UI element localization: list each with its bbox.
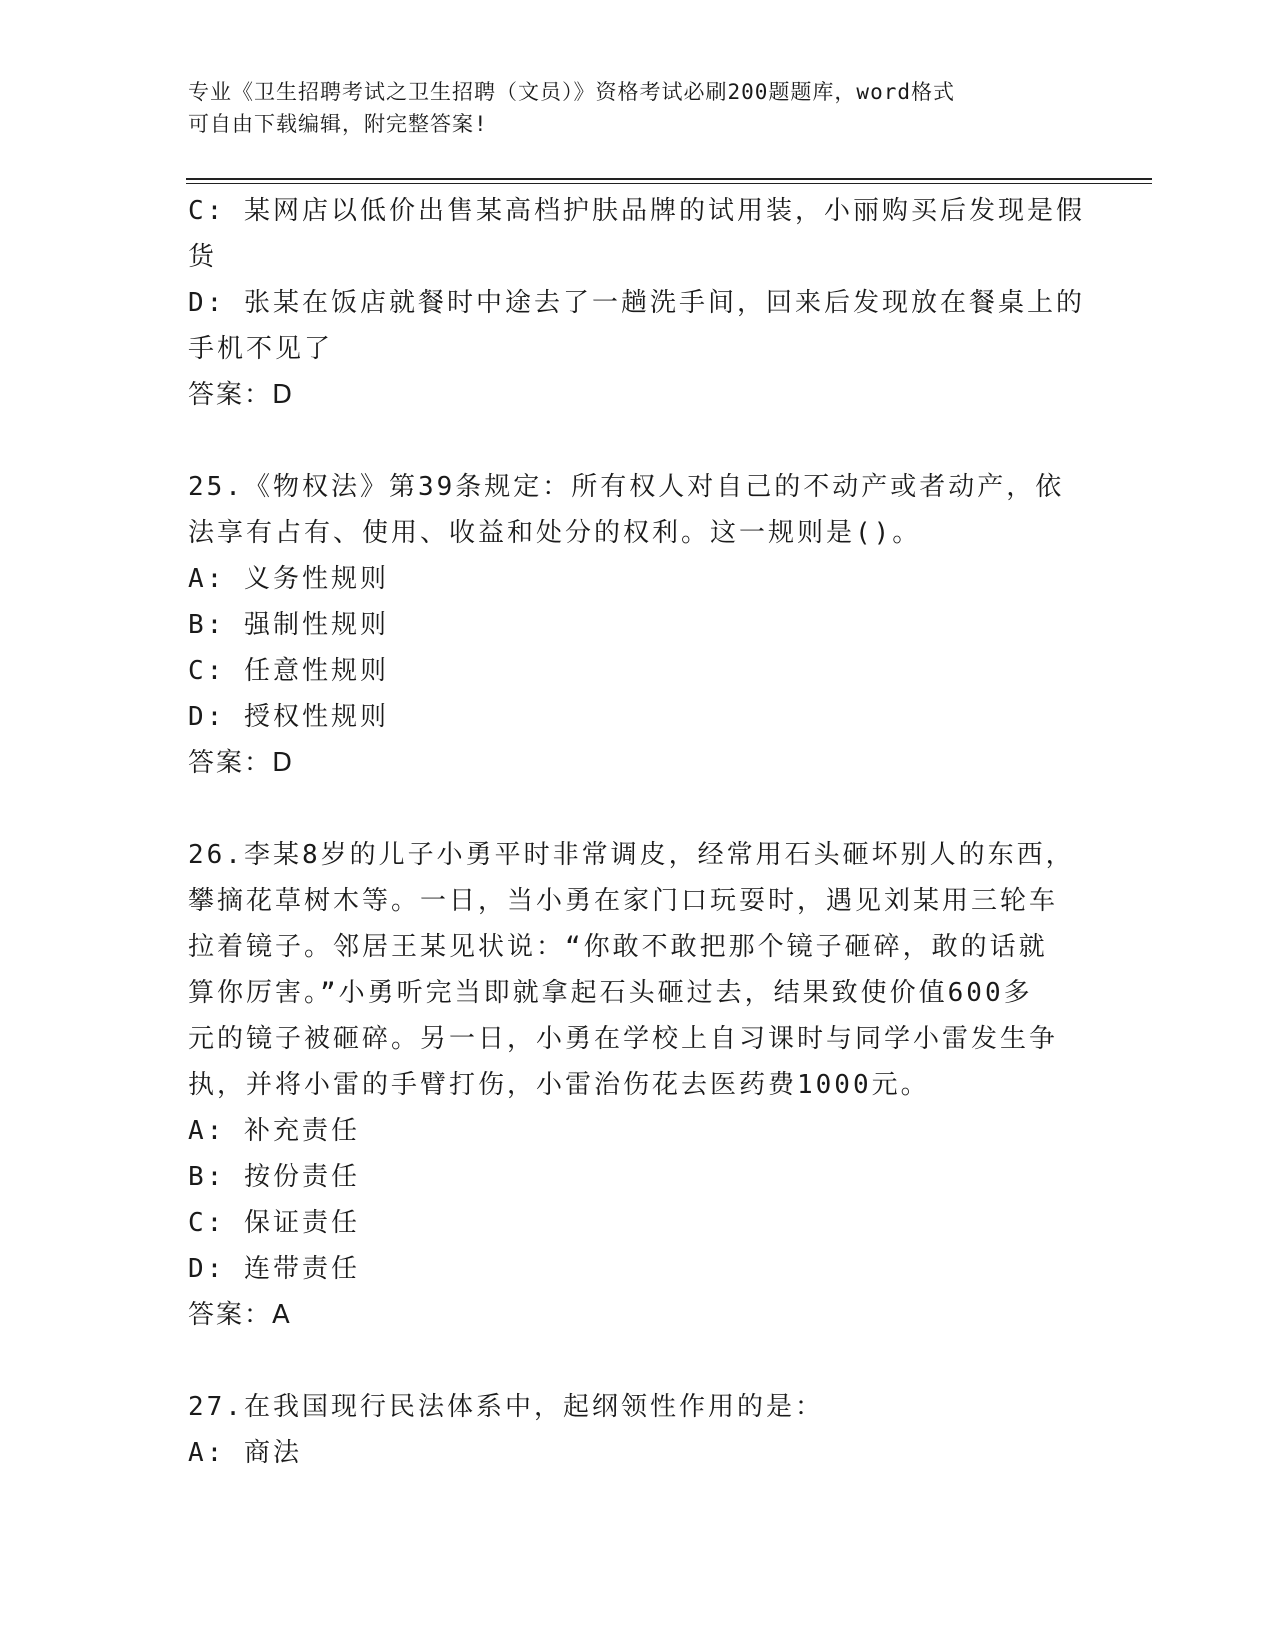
- question-stem-line2: 攀摘花草树木等。一日，当小勇在家门口玩耍时，遇见刘某用三轮车: [188, 886, 1059, 916]
- answer: 答案：A: [188, 1300, 292, 1330]
- question-stem-line2: 法享有占有、使用、收益和处分的权利。这一规则是()。: [188, 518, 922, 548]
- header-divider-thin: [186, 183, 1152, 184]
- question-26: [188, 832, 1088, 1338]
- option-c-line2: 货: [188, 242, 218, 272]
- question-stem-line4: 算你厉害。”小勇听完当即就拿起石头砸过去，结果致使价值600多: [188, 978, 1033, 1008]
- question-stem-line1: 25.《物权法》第39条规定：所有权人对自己的不动产或者动产，依: [188, 472, 1065, 502]
- question-stem-line5: 元的镜子被砸碎。另一日，小勇在学校上自习课时与同学小雷发生争: [188, 1024, 1059, 1054]
- option-d: D: 连带责任: [188, 1254, 360, 1284]
- option-a: A: 补充责任: [188, 1116, 360, 1146]
- answer: 答案：D: [188, 380, 295, 410]
- question-stem-line3: 拉着镜子。邻居王某见状说：“你敢不敢把那个镜子砸碎，敢的话就: [188, 932, 1048, 962]
- question-content: [188, 188, 1088, 1476]
- option-c: C: 任意性规则: [188, 656, 389, 686]
- answer: 答案：D: [188, 748, 295, 778]
- option-b: B: 强制性规则: [188, 610, 389, 640]
- option-b: B: 按份责任: [188, 1162, 360, 1192]
- question-stem-line1: 27.在我国现行民法体系中，起纲领性作用的是：: [188, 1392, 824, 1422]
- header-title-line2: 可自由下载编辑，附完整答案!: [188, 112, 488, 136]
- option-d-line1: D: 张某在饭店就餐时中途去了一趟洗手间，回来后发现放在餐桌上的: [188, 288, 1085, 318]
- option-c-line1: C: 某网店以低价出售某高档护肤品牌的试用装，小丽购买后发现是假: [188, 196, 1085, 226]
- question-stem-line6: 执，并将小雷的手臂打伤，小雷治伤花去医药费1000元。: [188, 1070, 930, 1100]
- option-a: A: 义务性规则: [188, 564, 389, 594]
- header-divider-thick: [186, 178, 1152, 180]
- question-25: [188, 464, 1088, 786]
- header-title-line1: 专业《卫生招聘考试之卫生招聘（文员）》资格考试必刷200题题库，word格式: [188, 80, 955, 104]
- option-c: C: 保证责任: [188, 1208, 360, 1238]
- option-a: A: 商法: [188, 1438, 302, 1468]
- question-24: [188, 188, 1088, 418]
- option-d-line2: 手机不见了: [188, 334, 334, 364]
- option-d: D: 授权性规则: [188, 702, 389, 732]
- question-27: [188, 1384, 1088, 1476]
- question-stem-line1: 26.李某8岁的儿子小勇平时非常调皮，经常用石头砸坏别人的东西，: [188, 840, 1075, 870]
- page-header: [188, 76, 1088, 140]
